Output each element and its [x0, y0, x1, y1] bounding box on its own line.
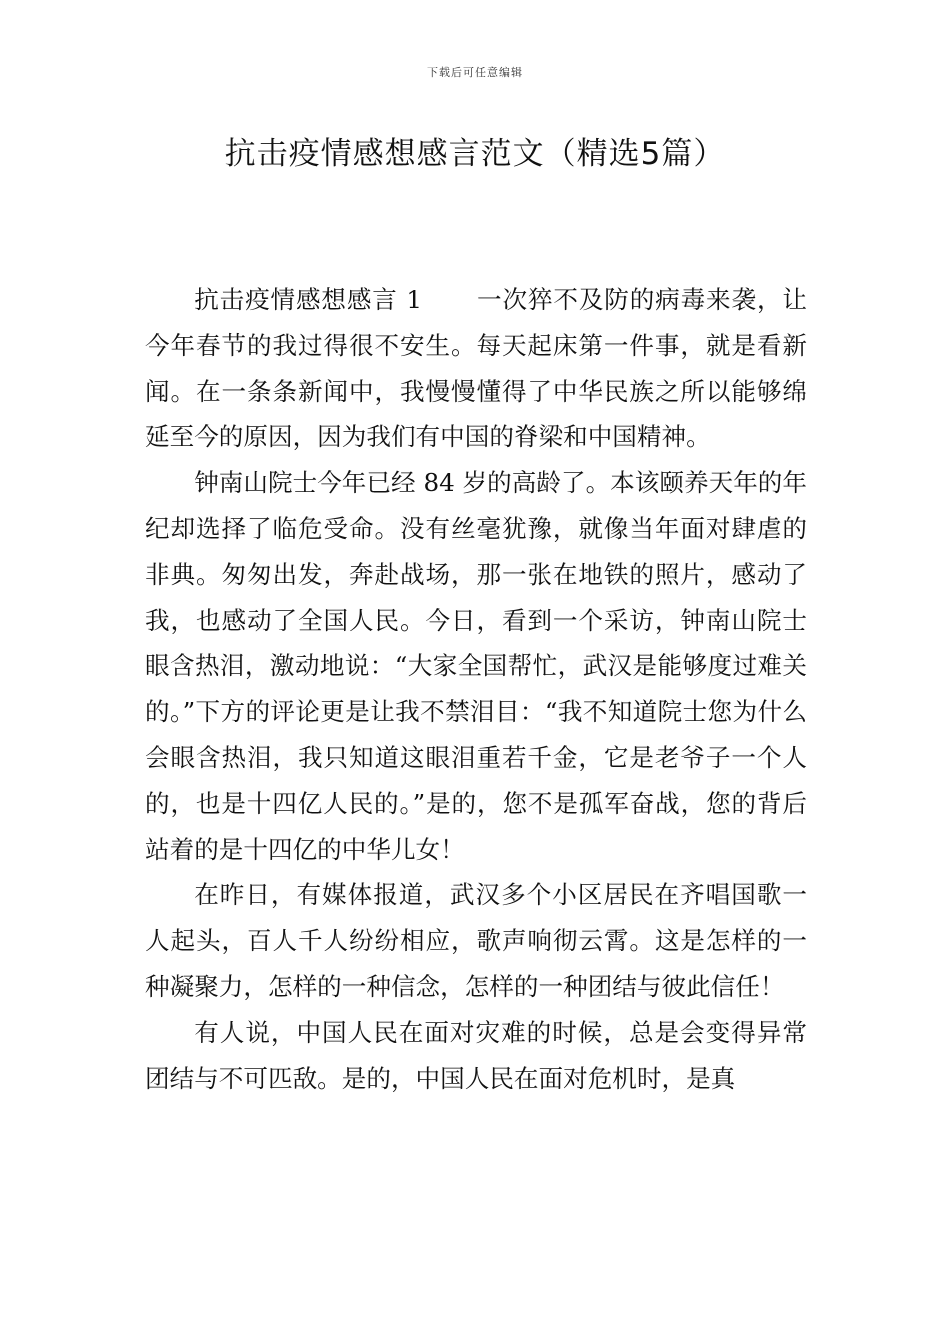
paragraph-2: 钟南山院士今年已经 84 岁的高龄了。本该颐养天年的年纪却选择了临危受命。没有丝毫犹豫，就像当年面对肆虐的非典。匆匆出发，奔赴战场，那一张在地铁的照片，感动了我，也感动了全国人民。今日，看到一个采访，钟南山院士眼含热泪，激动地说：“大家全国帮忙，武汉是能够度过难关的。”下方的评论更是让我不禁泪目：“我不知道院士您为什么会眼含热泪，我只知道这眼泪重若千金，它是老爷子一个人的，也是十四亿人民的。”是的，您不是孤军奋战，您的背后站着的是十四亿的中华儿女！	[145, 468, 807, 864]
paragraph-4: 有人说，中国人民在面对灾难的时候，总是会变得异常团结与不可匹敌。是的，中国人民在面对危机时，是真	[145, 1017, 807, 1093]
section-heading: 抗击疫情感想感言 1	[194, 285, 423, 314]
paragraph-3: 在昨日，有媒体报道，武汉多个小区居民在齐唱国歌一人起头，百人千人纷纷相应，歌声响彻云霄。这是怎样的一种凝聚力，怎样的一种信念，怎样的一种团结与彼此信任！	[145, 880, 807, 1001]
paragraph-text: 一次猝不及防的病毒来袭，让今年春节的我过得很不安生。每天起床第一件事，就是看新闻。在一条条新闻中，我慢慢懂得了中华民族之所以能够绵延至今的原因，因为我们有中国的脊梁和中国精神。	[145, 285, 807, 452]
paragraph-1	[145, 277, 807, 460]
document-title: 抗击疫情感想感言范文（精选5篇）	[224, 136, 726, 172]
document-body	[145, 277, 807, 1101]
header-note: 下载后可任意编辑	[427, 66, 523, 79]
